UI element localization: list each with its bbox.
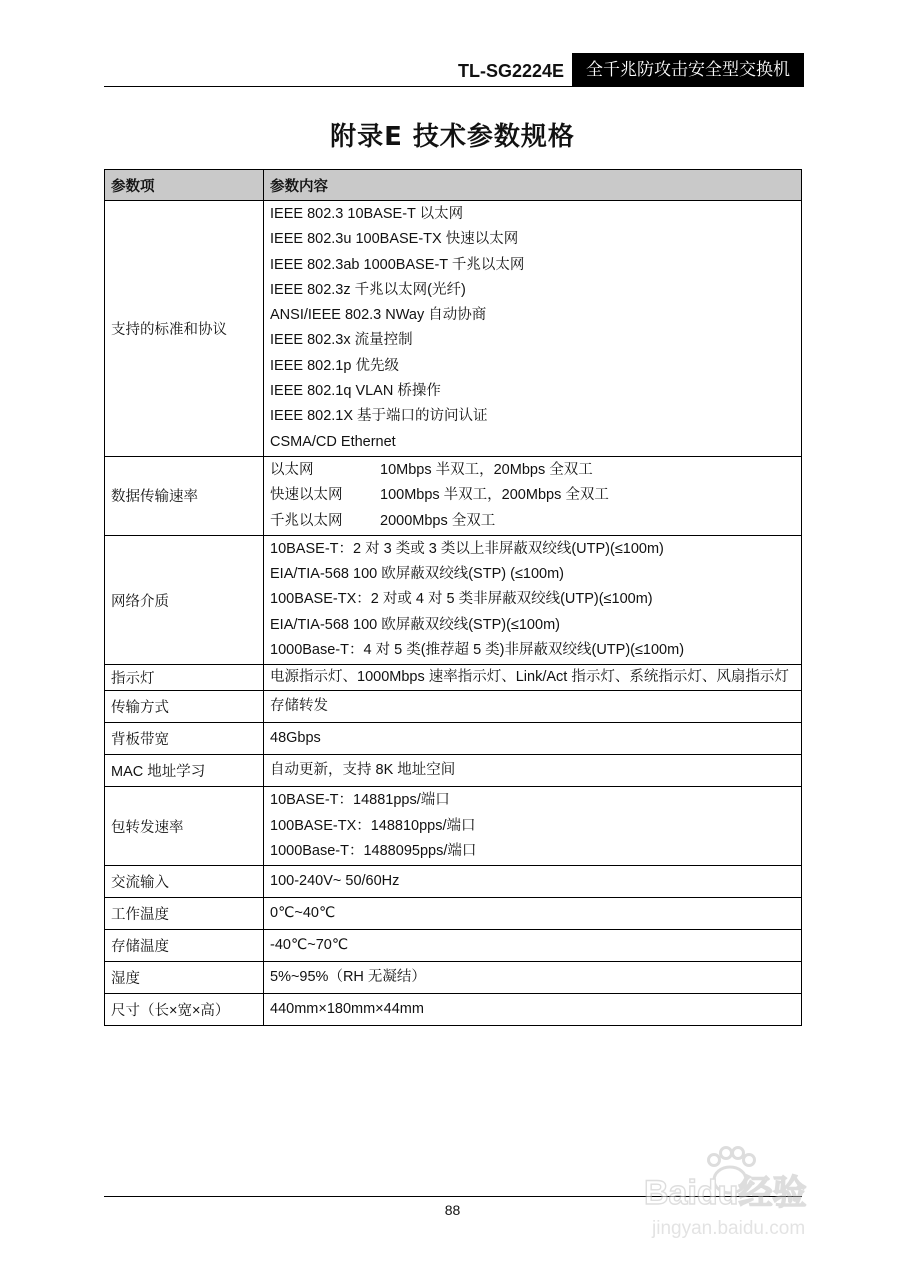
table-row bbox=[105, 994, 802, 1026]
rate-name: 快速以太网 bbox=[270, 487, 343, 504]
param-name: 背板带宽 bbox=[105, 723, 264, 755]
param-name: 指示灯 bbox=[105, 665, 264, 691]
forwarding-rate-item: 1000Base-T：1488095pps/端口 bbox=[270, 842, 477, 859]
param-name: 网络介质 bbox=[105, 535, 264, 664]
param-content bbox=[264, 201, 802, 457]
param-name: 湿度 bbox=[105, 962, 264, 994]
param-name: 存储温度 bbox=[105, 930, 264, 962]
table-row bbox=[105, 456, 802, 535]
watermark-url: jingyan.baidu.com bbox=[652, 1218, 806, 1239]
model-number: TL-SG2224E bbox=[457, 61, 564, 81]
standard-item: IEEE 802.1X 基于端口的访问认证 bbox=[270, 408, 488, 425]
table-row bbox=[105, 962, 802, 994]
rate-name: 以太网 bbox=[270, 461, 314, 478]
rate-item bbox=[270, 483, 795, 508]
param-content bbox=[264, 535, 802, 664]
column-header-content: 参数内容 bbox=[264, 170, 802, 201]
param-content: 5%~95%（RH 无凝结） bbox=[264, 962, 802, 994]
param-content: -40℃~70℃ bbox=[264, 930, 802, 962]
medium-item: EIA/TIA-568 100 欧屏蔽双绞线(STP)(≤100m) bbox=[270, 616, 560, 633]
forwarding-rate-item: 100BASE-TX：148810pps/端口 bbox=[270, 817, 476, 834]
param-name: 交流输入 bbox=[105, 866, 264, 898]
medium-item: EIA/TIA-568 100 欧屏蔽双绞线(STP) (≤100m) bbox=[270, 566, 564, 583]
standard-item: IEEE 802.1q VLAN 桥操作 bbox=[270, 383, 441, 400]
table-header-row bbox=[105, 170, 802, 201]
param-name: MAC 地址学习 bbox=[105, 755, 264, 787]
param-content: 电源指示灯、1000Mbps 速率指示灯、Link/Act 指示灯、系统指示灯、风扇指示灯 bbox=[264, 665, 802, 691]
medium-item: 100BASE-TX：2 对或 4 对 5 类非屏蔽双绞线(UTP)(≤100m) bbox=[270, 591, 653, 608]
param-content: 100-240V~ 50/60Hz bbox=[264, 866, 802, 898]
param-name: 工作温度 bbox=[105, 898, 264, 930]
param-content: 0℃~40℃ bbox=[264, 898, 802, 930]
medium-item: 10BASE-T：2 对 3 类或 3 类以上非屏蔽双绞线(UTP)(≤100m) bbox=[270, 540, 664, 557]
page-header bbox=[104, 52, 804, 87]
table-row bbox=[105, 755, 802, 787]
standard-item: IEEE 802.3ab 1000BASE-T 千兆以太网 bbox=[270, 256, 525, 273]
rate-value: 2000Mbps 全双工 bbox=[380, 512, 496, 529]
standard-item: IEEE 802.3 10BASE-T 以太网 bbox=[270, 206, 464, 222]
param-name: 包转发速率 bbox=[105, 787, 264, 866]
param-name: 尺寸（长×宽×高） bbox=[105, 994, 264, 1026]
table-row bbox=[105, 930, 802, 962]
rate-item bbox=[270, 458, 795, 483]
standard-item: IEEE 802.3u 100BASE-TX 快速以太网 bbox=[270, 231, 519, 248]
param-name: 传输方式 bbox=[105, 691, 264, 723]
table-row bbox=[105, 787, 802, 866]
standard-item: IEEE 802.3x 流量控制 bbox=[270, 332, 413, 349]
standard-item: ANSI/IEEE 802.3 NWay 自动协商 bbox=[270, 307, 487, 324]
rate-value: 10Mbps 半双工，20Mbps 全双工 bbox=[380, 461, 593, 478]
standard-item: IEEE 802.3z 千兆以太网(光纤) bbox=[270, 281, 466, 298]
param-content: 自动更新，支持 8K 地址空间 bbox=[264, 755, 802, 787]
baidu-jingyan-watermark bbox=[622, 1138, 862, 1248]
rate-name: 千兆以太网 bbox=[270, 512, 343, 529]
param-content: 存储转发 bbox=[264, 691, 802, 723]
param-content: 440mm×180mm×44mm bbox=[264, 994, 802, 1026]
table-row bbox=[105, 866, 802, 898]
table-row bbox=[105, 201, 802, 457]
param-content: 48Gbps bbox=[264, 723, 802, 755]
param-content bbox=[264, 787, 802, 866]
table-row bbox=[105, 723, 802, 755]
param-name: 支持的标准和协议 bbox=[105, 201, 264, 457]
table-row bbox=[105, 691, 802, 723]
param-name: 数据传输速率 bbox=[105, 456, 264, 535]
watermark-brand: Baidu经验 bbox=[644, 1174, 807, 1212]
forwarding-rate-item: 10BASE-T：14881pps/端口 bbox=[270, 792, 450, 809]
table-row bbox=[105, 898, 802, 930]
table-row bbox=[105, 535, 802, 664]
page-number: 88 bbox=[444, 1202, 461, 1218]
rate-item bbox=[270, 509, 795, 534]
rate-value: 100Mbps 半双工，200Mbps 全双工 bbox=[380, 487, 609, 504]
param-content bbox=[264, 456, 802, 535]
spec-table bbox=[104, 169, 802, 1026]
product-name-banner: 全千兆防攻击安全型交换机 bbox=[572, 53, 804, 87]
standard-item: IEEE 802.1p 优先级 bbox=[270, 357, 399, 374]
table-row bbox=[105, 665, 802, 691]
page-title: 附录E 技术参数规格 bbox=[330, 122, 575, 152]
medium-item: 1000Base-T：4 对 5 类(推荐超 5 类)非屏蔽双绞线(UTP)(≤100m) bbox=[270, 642, 685, 659]
standard-item: CSMA/CD Ethernet bbox=[270, 433, 396, 450]
column-header-param: 参数项 bbox=[105, 170, 264, 201]
